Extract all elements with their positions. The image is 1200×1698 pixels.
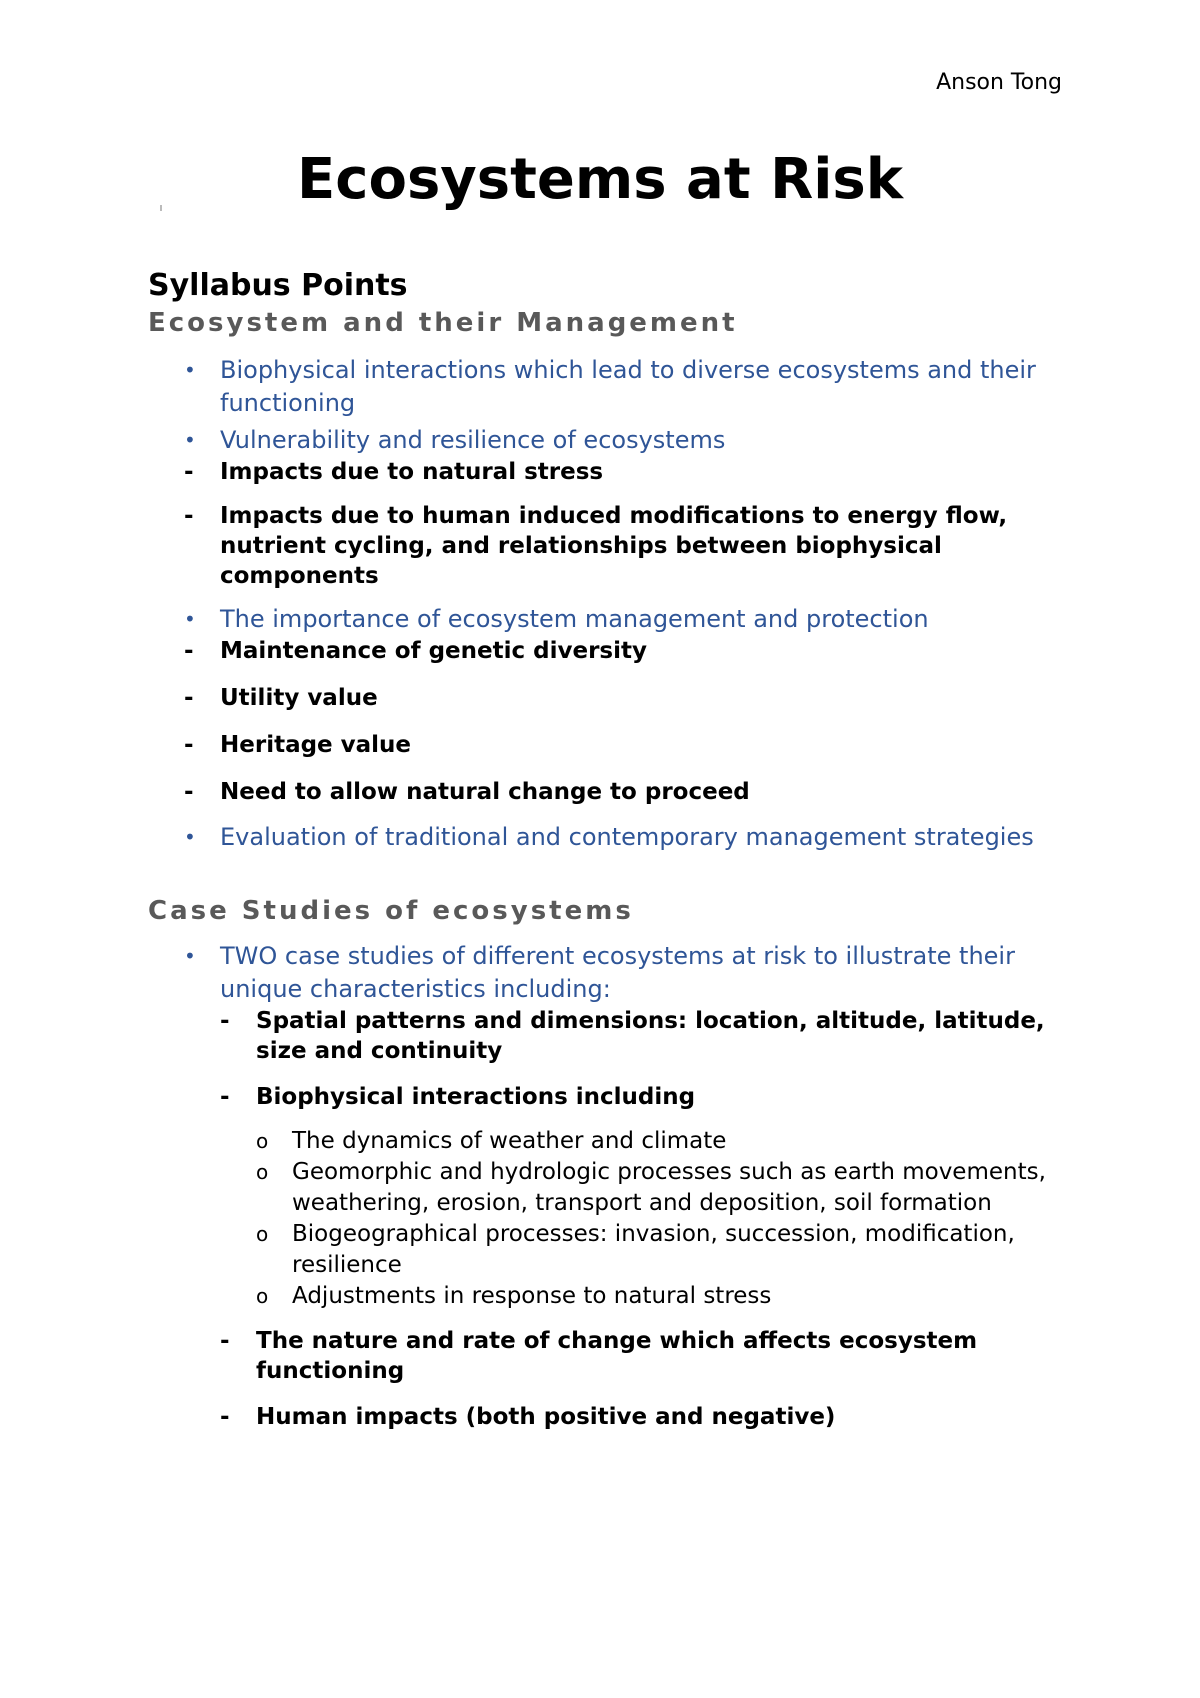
case-studies-list [148,940,1068,1006]
list-item-importance [148,603,1068,636]
section-heading-syllabus: Syllabus Points [148,268,408,303]
subheading-case-studies: Case Studies of ecosystems [148,896,634,926]
list-item-natural-change [148,777,1068,807]
syllabus-list-3 [148,821,1068,854]
list-item-biophysical-interactions [148,1082,1068,1112]
dash-icon: - [220,1084,230,1110]
list-item-adjustments [148,1281,1068,1312]
list-item-text: Spatial patterns and dimensions: location, altitude, latitude, size and continuity [256,1008,1045,1064]
circle-bullet-icon: o [256,1160,269,1184]
list-item-utility-value [148,683,1068,713]
list-item-heritage-value [148,730,1068,760]
list-item-text: Need to allow natural change to proceed [220,779,750,805]
dash-icon: - [184,503,194,529]
list-item-text: Human impacts (both positive and negative) [256,1404,836,1430]
bullet-icon: • [184,607,196,631]
dash-icon: - [184,459,194,485]
bullet-icon: • [184,944,196,968]
list-item-biophysical [148,354,1068,420]
circle-bullet-icon: o [256,1129,269,1153]
list-item-human-impacts [148,1402,1068,1432]
dash-icon: - [184,685,194,711]
dash-icon: - [220,1008,230,1034]
list-item-text: Biophysical interactions which lead to diverse ecosystems and their functioning [220,356,1036,417]
list-item-text: The importance of ecosystem management and protection [220,605,929,633]
list-item-text: Evaluation of traditional and contemporary management strategies [220,823,1034,851]
syllabus-list [148,354,1068,457]
subheading-ecosystem-management: Ecosystem and their Management [148,308,738,338]
document-body [148,266,1068,1432]
bullet-icon: • [184,358,196,382]
list-item-weather-climate [148,1126,1068,1157]
case-studies-sublist [148,1006,1068,1112]
author-name: Anson Tong [936,70,1062,95]
list-item-genetic-diversity [148,636,1068,666]
list-item-geomorphic [148,1157,1068,1219]
list-item-text: Adjustments in response to natural stress [292,1283,772,1309]
biophysical-sublist [148,1126,1068,1312]
importance-sublist [148,636,1068,807]
dash-icon: - [184,732,194,758]
list-item-text: Impacts due to natural stress [220,459,604,485]
list-item-text: The dynamics of weather and climate [292,1128,727,1154]
bullet-icon: • [184,428,196,452]
list-item-text: Geomorphic and hydrologic processes such as earth movements, weathering, erosion, transport and deposition, soil formation [292,1159,1046,1216]
list-item-text: Vulnerability and resilience of ecosystems [220,426,726,454]
vulnerability-sublist [148,457,1068,591]
list-item-text: Utility value [220,685,378,711]
dash-icon: - [184,779,194,805]
dash-icon: - [220,1404,230,1430]
list-item-text: Biogeographical processes: invasion, succession, modification, resilience [292,1221,1015,1278]
list-item-text: TWO case studies of different ecosystems at risk to illustrate their unique characteristics including: [220,942,1015,1003]
list-item-text: Impacts due to human induced modifications to energy flow, nutrient cycling, and relationships between biophysical components [220,503,1008,589]
list-item-nature-rate-change [148,1326,1068,1386]
list-item-two-case-studies [148,940,1068,1006]
list-item-vulnerability [148,424,1068,457]
list-item-text: Heritage value [220,732,412,758]
document-title: Ecosystems at Risk [297,147,903,212]
list-item-text: Biophysical interactions including [256,1084,696,1110]
syllabus-list-2 [148,603,1068,636]
list-item-natural-stress [148,457,1068,487]
list-item-text: Maintenance of genetic diversity [220,638,647,664]
list-item-text: The nature and rate of change which affects ecosystem functioning [256,1328,978,1384]
stray-mark [160,205,162,211]
circle-bullet-icon: o [256,1222,269,1246]
dash-icon: - [184,638,194,664]
circle-bullet-icon: o [256,1284,269,1308]
case-studies-sublist-2 [148,1326,1068,1432]
bullet-icon: • [184,825,196,849]
list-item-evaluation [148,821,1068,854]
list-item-spatial-patterns [148,1006,1068,1066]
list-item-biogeographical [148,1219,1068,1281]
list-item-human-modifications [148,501,1068,591]
dash-icon: - [220,1328,230,1354]
